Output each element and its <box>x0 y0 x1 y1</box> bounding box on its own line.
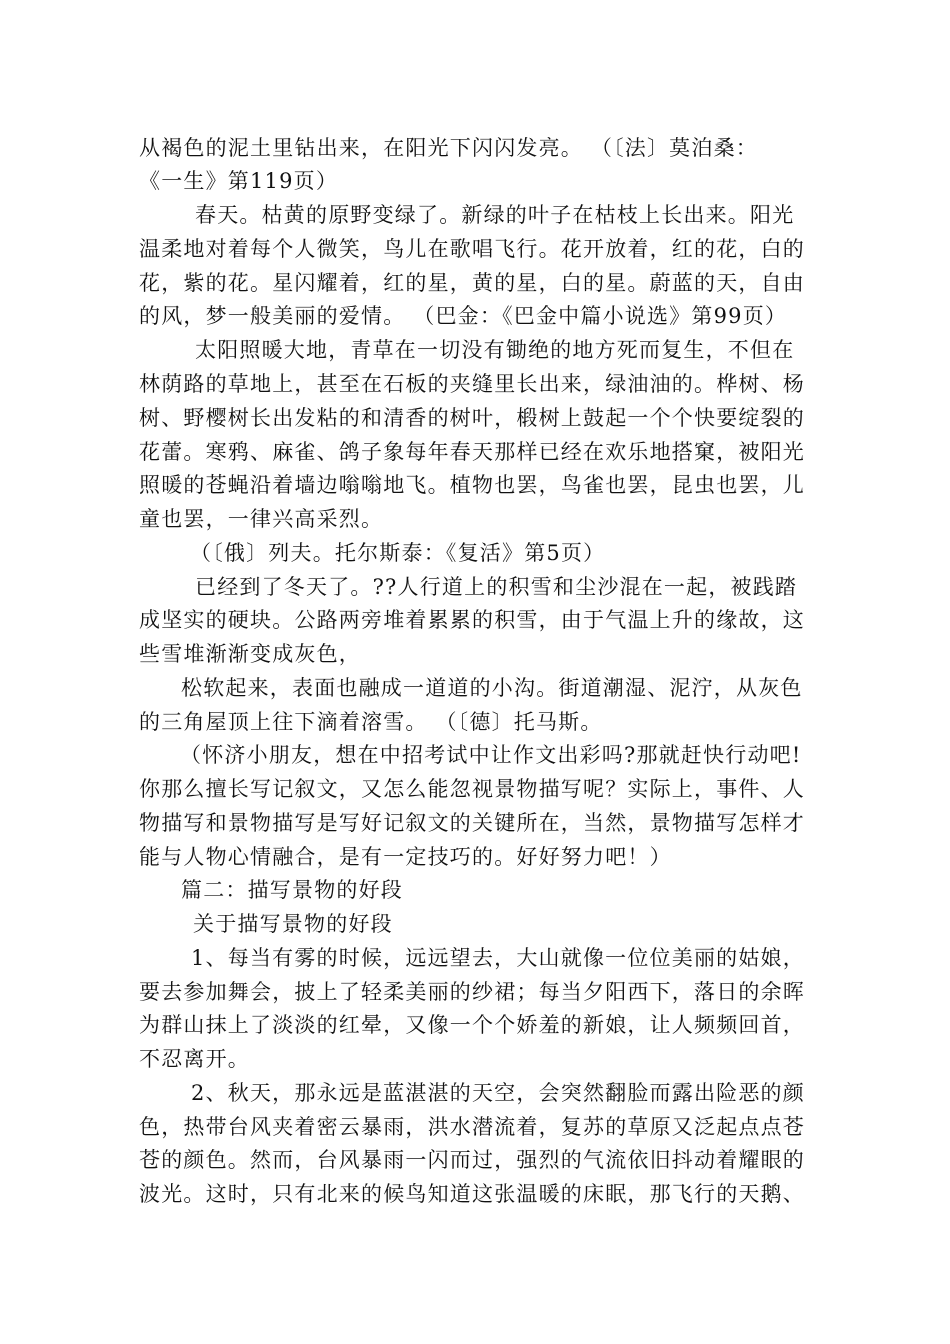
text-line: 不忍离开。 <box>139 1047 250 1071</box>
text-line: 的三角屋顶上往下滴着溶雪。 （〔德〕托马斯。 <box>139 710 603 734</box>
text-line: 太阳照暖大地，青草在一切没有锄绝的地方死而复生，不但在 <box>195 338 795 362</box>
text-line: 的风，梦一般美丽的爱情。 （巴金：《巴金中篇小说选》第99页） <box>139 304 788 328</box>
text-line: 色，热带台风夹着密云暴雨，洪水潜流着，复苏的草原又泛起点点苍 <box>139 1115 805 1139</box>
text-line: 花蕾。寒鸦、麻雀、鸽子象每年春天那样已经在欢乐地搭窠，被阳光 <box>139 440 805 464</box>
text-line: 《一生》第119页） <box>139 169 339 193</box>
text-line: 苍的颜色。然而，台风暴雨一闪而过，强烈的气流依旧抖动着耀眼的 <box>139 1148 805 1172</box>
text-line: 你那么擅长写记叙文，又怎么能忽视景物描写呢？实际上，事件、人 <box>139 777 805 801</box>
text-line: 春天。枯黄的原野变绿了。新绿的叶子在枯枝上长出来。阳光 <box>195 203 795 227</box>
text-line: 温柔地对着每个人微笑，鸟儿在歌唱飞行。花开放着，红的花，白的 <box>139 237 805 261</box>
text-line: 2、秋天，那永远是蓝湛湛的天空，会突然翻脸而露出险恶的颜 <box>191 1081 805 1105</box>
text-line: 物描写和景物描写是写好记叙文的关键所在，当然，景物描写怎样才 <box>139 811 805 835</box>
text-line: 林荫路的草地上，甚至在石板的夹缝里长出来，绿油油的。桦树、杨 <box>139 372 805 396</box>
text-line: 波光。这时，只有北来的候鸟知道这张温暖的床眠，那飞行的天鹅、 <box>139 1182 805 1206</box>
text-line: 1、每当有雾的时候，远远望去，大山就像一位位美丽的姑娘， <box>191 946 805 970</box>
text-line: 照暖的苍蝇沿着墙边嗡嗡地飞。植物也罢，鸟雀也罢，昆虫也罢，儿 <box>139 473 805 497</box>
text-line: 童也罢，一律兴高采烈。 <box>139 507 384 531</box>
text-line: 已经到了冬天了。??人行道上的积雪和尘沙混在一起，被践踏 <box>195 575 798 599</box>
text-line: 花，紫的花。星闪耀着，红的星，黄的星，白的星。蔚蓝的天，自由 <box>139 271 805 295</box>
text-line: 松软起来，表面也融成一道道的小沟。街道潮湿、泥泞，从灰色 <box>181 676 803 700</box>
text-line: 成坚实的硬块。公路两旁堆着累累的积雪，由于气温上升的缘故，这 <box>139 608 805 632</box>
text-line: 要去参加舞会，披上了轻柔美丽的纱裙；每当夕阳西下，落日的余晖 <box>139 980 805 1004</box>
text-line: 树、野樱树长出发粘的和清香的树叶，椴树上鼓起一个个快要绽裂的 <box>139 406 805 430</box>
text-line: 从褐色的泥土里钻出来，在阳光下闪闪发亮。 （〔法〕莫泊桑： <box>139 136 758 160</box>
text-line: 能与人物心情融合，是有一定技巧的。好好努力吧！） <box>139 845 672 869</box>
text-line: 些雪堆渐渐变成灰色， <box>139 642 361 666</box>
section-heading: 篇二：描写景物的好段 <box>181 878 403 902</box>
text-line: （怀济小朋友，想在中招考试中让作文出彩吗?那就赶快行动吧! <box>180 743 802 767</box>
text-line: 为群山抹上了淡淡的红晕，又像一个个娇羞的新娘，让人频频回首， <box>139 1013 805 1037</box>
text-line: （〔俄〕列夫。托尔斯泰：《复活》第5页） <box>190 541 606 565</box>
subheading: 关于描写景物的好段 <box>193 912 393 936</box>
